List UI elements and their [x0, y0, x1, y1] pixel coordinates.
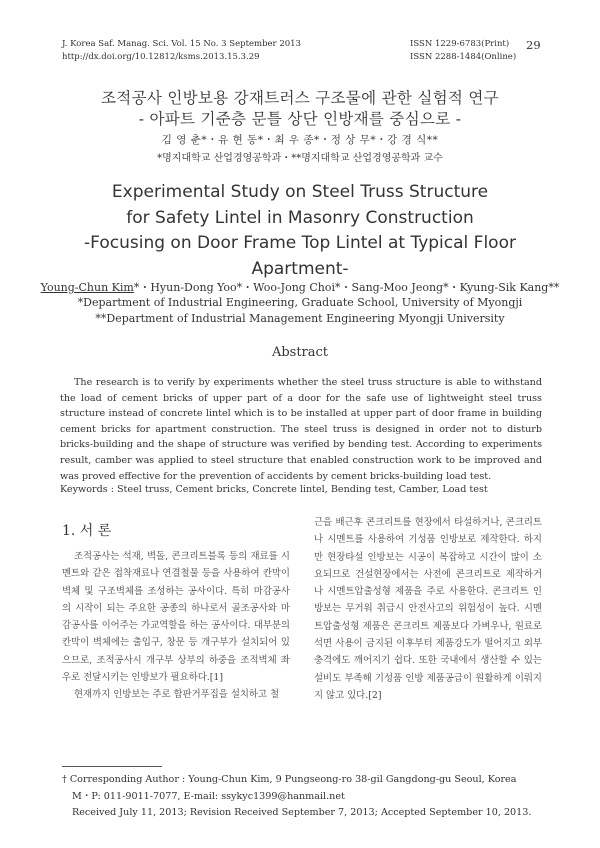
- paragraph: 근을 배근후 콘크리트를 현장에서 타설하거나, 콘크리트나 시멘트를 사용하여 기성품 인방보로 제작한다. 하지만 현장타설 인방보는 시공이 복잡하고 시간이 많이 소요되므로 건설현장에서는 사전에 콘크리트로 제작하거나 시멘트압출성형 제품을 주로 사용한다. 콘크리트 인방보는 무거워 취급시 안전사고의 위험성이 높다. 시멘트압출성형 제품은 콘크리트 제품보다 가벼우나, 원료로 석면 사용이 금지된 이후부터 제품강도가 떨어지고 외부 충격에도 깨어지기 쉽다. 또한 국내에서 생산할 수 있는 설비도 부족해 기성품 인방 제품공급이 원활하게 이뤄지지 않고 있다.[2]: [314, 517, 542, 701]
- received-dates: Received July 11, 2013; Revision Received September 7, 2013; Accepted September 10, 2013.: [72, 807, 532, 818]
- english-affiliation-2: **Department of Industrial Management Engineering Myongji University: [95, 312, 505, 325]
- korean-subtitle: - 아파트 기준층 문틀 상단 인방재를 중심으로 -: [138, 110, 462, 128]
- english-affiliation-1: *Department of Industrial Engineering, Graduate School, University of Myongji: [77, 296, 523, 309]
- korean-affiliation: *명지대학교 산업경영공학과・**명지대학교 산업경영공학과 교수: [157, 153, 443, 164]
- footnote-divider: [62, 766, 162, 767]
- section-heading: 1. 서 론: [62, 523, 112, 539]
- corresponding-author: Young-Chun Kim: [40, 281, 134, 294]
- keywords: Keywords : Steel truss, Cement bricks, Concrete lintel, Bending test, Camber, Load test: [60, 484, 488, 495]
- page-number: 29: [526, 38, 541, 52]
- korean-title: 조적공사 인방보용 강재트러스 구조물에 관한 실험적 연구: [101, 89, 499, 107]
- paragraph: 조적공사는 석재, 벽돌, 콘크리트블록 등의 재료를 시멘트와 같은 접착재료나 연결철물 등을 사용하여 칸막이벽체 및 구조벽체를 조성하는 공사이다. 특히 마감공사의 시작이 되는 주요한 공종의 하나로서 골조공사와 마감공사를 이어주는 가교역할을 하는 공사이다. 대부분의 칸막이 벽체에는 출입구, 창문 등 개구부가 설치되어 있으므로, 조적공사시 개구부 상부의 하중을 조적벽체 좌우로 전달시키는 인방보가 필요하다.[1]: [62, 551, 290, 684]
- body-column-left: [62, 548, 290, 704]
- running-header: [62, 38, 301, 64]
- english-title-line: -Focusing on Door Frame Top Lintel at Typical Floor: [84, 233, 516, 253]
- english-title-line: for Safety Lintel in Masonry Construction: [126, 207, 474, 228]
- english-title: [60, 180, 540, 282]
- abstract-body: The research is to verify by experiments whether the steel truss structure is able to withstand the load of cement bricks of upper part of a door for the safe use of lightweight steel truss structure instead of concrete lintel which is to be installed at upper part of door frame in building cement bricks for apartment construction. The steel truss is designed in order not to disturb bricks-building and the shape of structure was verified by bending test. According to experiments result, camber was applied to steel structure that enabled construction work to be improved and was proved effective for the prevention of accidents by cement bricks-building load test.: [60, 377, 542, 482]
- other-authors: *・Hyun-Dong Yoo*・Woo-Jong Choi*・Sang-Moo Jeong*・Kyung-Sik Kang**: [133, 281, 560, 294]
- body-column-right: [314, 514, 542, 704]
- english-title-line: Experimental Study on Steel Truss Structure: [111, 182, 489, 202]
- issn-print: ISSN 1229-6783(Print): [410, 39, 510, 49]
- paragraph: 현재까지 인방보는 주로 합판거푸집을 설치하고 철: [74, 689, 280, 701]
- contact-info: M・P: 011-9011-7077, E-mail: ssykyc1399@hanmail.net: [72, 790, 345, 802]
- issn-online: ISSN 2288-1484(Online): [410, 52, 517, 62]
- abstract-heading: Abstract: [271, 345, 329, 360]
- journal-citation: J. Korea Saf. Manag. Sci. Vol. 15 No. 3 September 2013: [62, 39, 301, 49]
- corresponding-author-note: † Corresponding Author : Young-Chun Kim, 9 Pungseong-ro 38-gil Gangdong-gu Seoul, Korea: [62, 774, 517, 785]
- doi-link[interactable]: http://dx.doi.org/10.12812/ksms.2013.15.3.29: [62, 52, 260, 62]
- korean-authors: 김 영 춘*・유 현 동*・최 우 종*・정 상 무*・강 경 식**: [161, 134, 439, 146]
- english-authors: [40, 279, 560, 295]
- footnote: [62, 772, 542, 822]
- english-title-line: Apartment-: [251, 258, 349, 279]
- issn-block: [410, 38, 516, 64]
